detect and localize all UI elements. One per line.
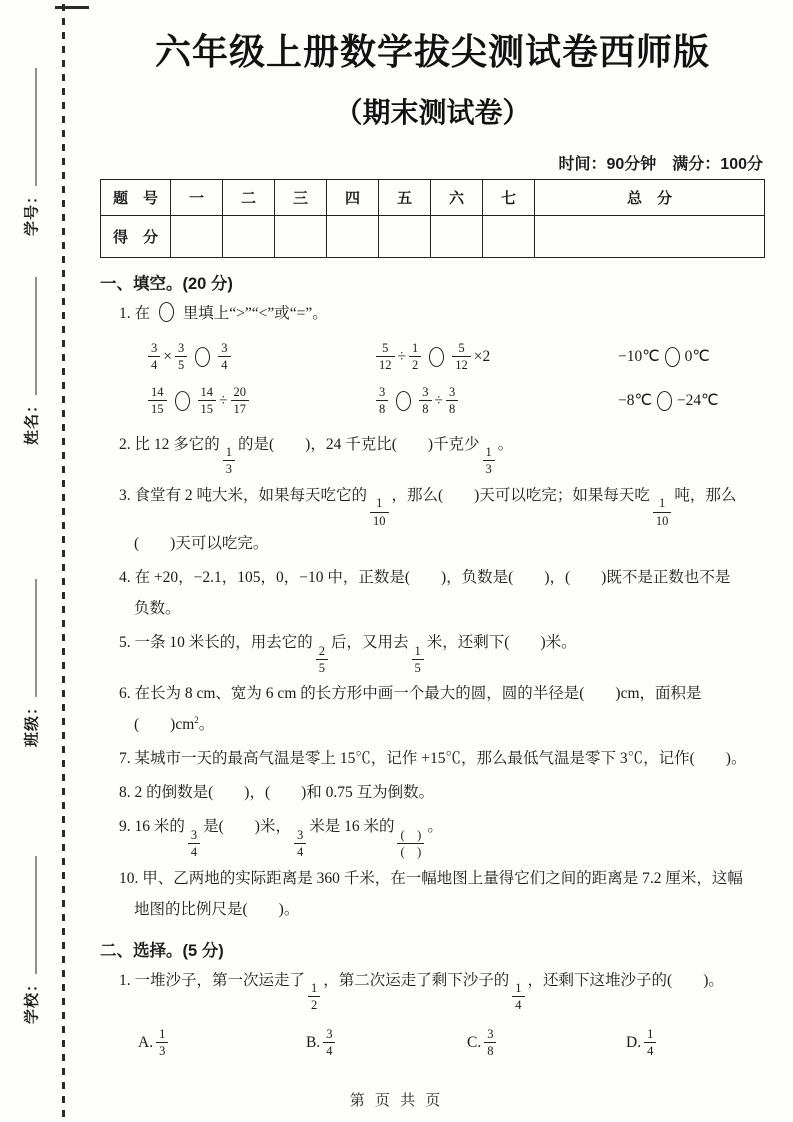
fraction: [156, 1027, 168, 1059]
fraction: [148, 341, 160, 373]
fraction: [370, 496, 389, 528]
score-cell-empty: [171, 216, 223, 258]
fraction-denominator: 5: [318, 660, 326, 675]
fraction-denominator: 4: [151, 358, 158, 373]
fraction: [231, 385, 250, 417]
fraction-numerator: 3: [148, 341, 160, 357]
score-cell-empty: [535, 216, 765, 258]
fraction-numerator: 3: [218, 341, 230, 357]
fraction-numerator: 3: [294, 828, 306, 844]
fraction-numerator: 3: [175, 341, 187, 357]
compare-circle: [175, 391, 190, 411]
fraction: [376, 385, 388, 417]
student-name-blank-line: [23, 277, 37, 395]
fraction-denominator: 2: [412, 358, 419, 373]
school-blank-line: [23, 856, 37, 974]
score-table-header-row: [101, 180, 765, 216]
comparison-row: [100, 341, 765, 373]
paper-title: 六年级上册数学拔尖测试卷西师版: [154, 31, 710, 72]
fraction-denominator: 4: [296, 845, 304, 860]
fraction-numerator: 3: [484, 1027, 496, 1043]
fraction-denominator: 15: [200, 402, 213, 417]
fraction-denominator: 5: [178, 358, 185, 373]
question-text: 6. 在长为 8 cm、宽为 6 cm 的长方形中画一个最大的圆，圆的半径是( )cm，面积是 ( )$cm^2$。: [119, 685, 702, 734]
question-text: 2. 比 12 多它的 $\frac{1}{3}$ 的是( )，24 千克比( )千克少 $\frac{1}{3}$ 。: [119, 435, 514, 477]
fraction-numerator: 14: [148, 385, 167, 401]
fraction-denominator: ( ): [400, 845, 422, 860]
student-id-field: [21, 68, 42, 236]
fraction-denominator: 2: [311, 998, 318, 1013]
school-field: [21, 856, 42, 1024]
paper-body: [100, 270, 765, 1059]
fraction-denominator: 3: [485, 462, 492, 477]
fraction: [412, 644, 424, 676]
question-text: 8. 2 的倒数是( )，( )和 0.75 互为倒数。: [119, 784, 435, 802]
fraction-denominator: 4: [647, 1044, 654, 1059]
fraction-denominator: 17: [233, 402, 247, 417]
score-table-header-cell: 七: [483, 180, 535, 216]
class-label: 班级：: [23, 698, 41, 748]
fraction-denominator: 8: [422, 402, 429, 417]
fraction: [175, 341, 187, 373]
score-table-header-cell: 六: [431, 180, 483, 216]
fraction: [446, 385, 458, 417]
fraction-denominator: 4: [515, 998, 522, 1013]
fraction-numerator: 5: [376, 341, 395, 357]
student-name-label: 姓名：: [23, 396, 41, 446]
question-text: 4. 在 +20，−2.1，105，0，−10 中，正数是( )，负数是( )，( )既不是正数也不是 负数。: [119, 569, 731, 617]
fraction-numerator: 3: [419, 385, 431, 401]
comparison-item: $\frac{14}{15}$ $\frac{14}{15}$ ÷ $\frac{20}{17}$: [145, 385, 373, 417]
score-table: [100, 179, 765, 258]
school-label: 学校：: [23, 975, 41, 1025]
fraction-numerator: 3: [446, 385, 458, 401]
paper-content: [100, 0, 765, 1059]
fraction-numerator: 3: [376, 385, 388, 401]
fraction: [188, 828, 200, 860]
fraction-numerator: 3: [188, 828, 200, 844]
time-and-score-info: 时间：90分钟 满分：100分: [558, 156, 763, 173]
score-cell-empty: [327, 216, 379, 258]
question-text: 10. 甲、乙两地的实际距离是 360 千米，在一幅地图上量得它们之间的距离是 7.2 厘米，这幅 地图的比例尺是( )。: [119, 869, 743, 918]
score-table-header-cell: 四: [327, 180, 379, 216]
option-item: C. $\frac{3}{8}$: [467, 1027, 626, 1059]
fraction-denominator: 8: [487, 1044, 494, 1059]
fraction: [376, 341, 395, 373]
fraction: [483, 445, 495, 477]
fraction-numerator: 1: [156, 1027, 168, 1043]
compare-circle: [665, 347, 680, 367]
comparison-item: $\frac{5}{12}$ ÷ $\frac{1}{2}$ $\frac{5}{12}$ ×2: [373, 341, 618, 373]
fraction-numerator: 1: [370, 496, 389, 512]
fraction: [484, 1027, 496, 1059]
fraction-numerator: 20: [231, 385, 250, 401]
superscript: 2: [194, 715, 199, 726]
fraction: [294, 828, 306, 860]
fraction-denominator: 12: [455, 358, 468, 373]
score-table-header-cell: 题 号: [101, 180, 171, 216]
score-table-header-cell: 二: [223, 180, 275, 216]
comparison-row: [100, 385, 765, 417]
fraction: [409, 341, 421, 373]
fraction-denominator: 15: [151, 402, 164, 417]
options-row: [100, 1027, 765, 1059]
fraction-denominator: 4: [190, 845, 198, 860]
comparison-item: $\frac{3}{4}$ × $\frac{3}{5}$ $\frac{3}{4}$: [145, 341, 373, 373]
comparison-item: −8℃ −24℃: [618, 392, 719, 410]
fraction: [308, 981, 320, 1013]
fraction-numerator: 1: [483, 445, 495, 461]
fraction: [644, 1027, 656, 1059]
comparison-item: −10℃ 0℃: [618, 348, 710, 366]
question-text: 3. 食堂有 2 吨大米，如果每天吃它的 $\frac{1}{10}$ ，那么( )天可以吃完；如果每天吃 $\frac{1}{10}$ 吨，那么 ( )天可以吃完。: [119, 486, 737, 552]
fraction: [223, 445, 235, 477]
compare-circle: [657, 391, 672, 411]
score-row-label: 得 分: [101, 216, 171, 258]
fraction: [452, 341, 471, 373]
student-id-label: 学号：: [23, 187, 41, 237]
question-text: 7. 某城市一天的最高气温是零上 15℃，记作 +15℃，那么最低气温是零下 3℃，记作( )。: [119, 750, 747, 768]
score-cell-empty: [483, 216, 535, 258]
fraction-numerator: 1: [412, 644, 424, 660]
paper-subtitle: （期末测试卷）: [334, 97, 531, 128]
option-item: A. $\frac{1}{3}$: [138, 1027, 306, 1059]
score-table-header-cell: 五: [379, 180, 431, 216]
score-table-header-cell: 三: [275, 180, 327, 216]
fraction-denominator: 8: [449, 402, 456, 417]
student-name-field: [21, 277, 42, 445]
fraction-denominator: 10: [373, 513, 386, 528]
option-item: D. $\frac{1}{4}$: [626, 1027, 765, 1059]
fraction-numerator: 1: [512, 981, 524, 997]
fraction-numerator: 1: [653, 496, 672, 512]
score-cell-empty: [275, 216, 327, 258]
question-text: 1. 在 里填上“>”“<”或“=”。: [100, 298, 765, 329]
score-table-header-cell: 一: [171, 180, 223, 216]
fraction-denominator: 4: [326, 1044, 333, 1059]
question-text: 1. 一堆沙子，第一次运走了 $\frac{1}{2}$ ，第二次运走了剩下沙子的 $\frac{1}{4}$ ，还剩下这堆沙子的( )。: [119, 971, 724, 1013]
class-field: [21, 579, 42, 747]
fraction: [316, 644, 328, 676]
seal-dashed-line: [62, 4, 65, 1118]
score-cell-empty: [379, 216, 431, 258]
option-item: B. $\frac{3}{4}$: [306, 1027, 467, 1059]
score-table-score-row: [101, 216, 765, 258]
corner-tick: [55, 6, 89, 9]
fraction-numerator: 1: [308, 981, 320, 997]
compare-circle: [195, 347, 210, 367]
student-id-blank-line: [23, 68, 37, 186]
fraction: [653, 496, 672, 528]
fraction-denominator: 3: [225, 462, 233, 477]
fraction: [198, 385, 217, 417]
page-footer: 第 页 共 页: [349, 1092, 444, 1109]
fraction-numerator: 1: [223, 445, 235, 461]
class-blank-line: [23, 579, 37, 697]
fraction: [512, 981, 524, 1013]
question-text: 9. 16 米的 $\frac{3}{4}$ 是( )米， $\frac{3}{4}$ 米是 16 米的 $\frac{( )}{( )}$ 。: [119, 818, 443, 860]
fraction: [323, 1027, 335, 1059]
fraction-denominator: 10: [655, 513, 669, 528]
fraction-numerator: ( ): [397, 828, 424, 844]
compare-circle: [429, 347, 444, 367]
question-text: 5. 一条 10 米长的，用去它的 $\frac{2}{5}$ 后，又用去 $\frac{1}{5}$ 米，还剩下( )米。: [119, 634, 577, 675]
fraction-numerator: 5: [452, 341, 471, 357]
fraction-numerator: 1: [644, 1027, 656, 1043]
score-cell-empty: [223, 216, 275, 258]
fraction-denominator: 12: [379, 358, 392, 373]
section-heading: 一、填空。(20 分): [100, 275, 233, 293]
score-table-header-cell: 总 分: [535, 180, 765, 216]
fraction: [218, 341, 230, 373]
comparison-item: $\frac{3}{8}$ $\frac{3}{8}$ ÷ $\frac{3}{8}$: [373, 385, 618, 417]
compare-circle: [159, 302, 174, 322]
fraction: [397, 828, 424, 860]
fraction-denominator: 3: [159, 1044, 166, 1059]
fraction-numerator: 3: [323, 1027, 335, 1043]
fraction-numerator: 1: [409, 341, 421, 357]
fraction-numerator: 14: [198, 385, 217, 401]
compare-circle: [396, 391, 411, 411]
fraction: [148, 385, 167, 417]
fraction-denominator: 5: [414, 660, 421, 675]
fraction-denominator: 8: [379, 402, 386, 417]
fraction-numerator: 2: [316, 644, 328, 660]
fraction-denominator: 4: [221, 358, 228, 373]
fraction: [419, 385, 431, 417]
score-cell-empty: [431, 216, 483, 258]
section-heading: 二、选择。(5 分): [100, 941, 224, 960]
